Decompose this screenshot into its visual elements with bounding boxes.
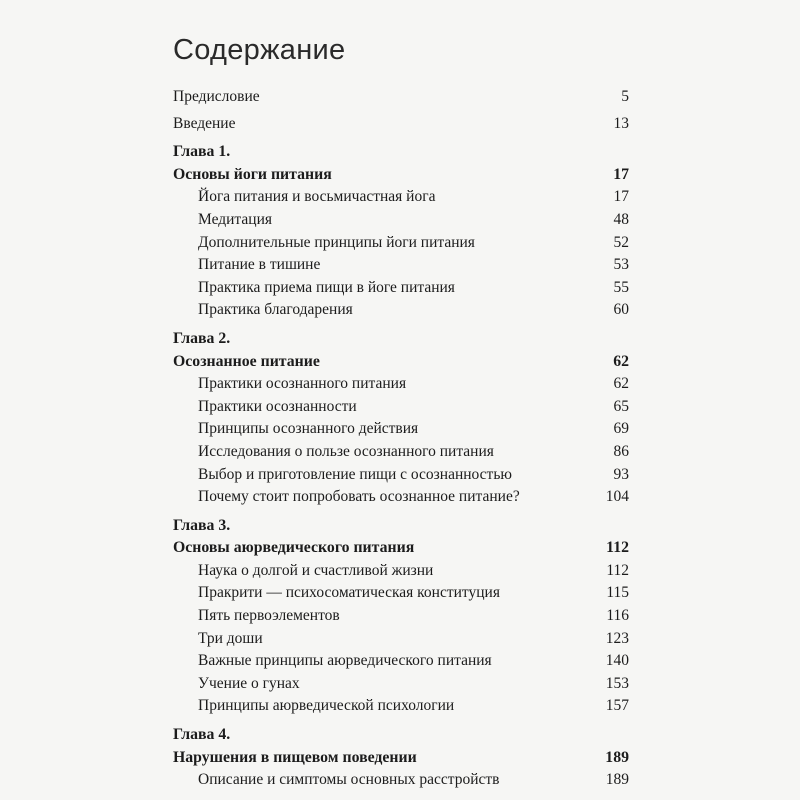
toc-entry-label: Пять первоэлементов: [198, 607, 340, 625]
toc-entry: [173, 605, 629, 628]
toc-entry-label: Практика благодарения: [198, 301, 353, 319]
chapter-title-row: [173, 351, 629, 374]
toc-entry-introduction: [173, 113, 629, 136]
chapter-title: Основы йоги питания: [173, 165, 332, 183]
toc-page-number: 17: [613, 165, 629, 183]
toc-page-number: 153: [605, 674, 629, 692]
toc-page-number: 5: [621, 88, 629, 105]
toc-entry-label: Пракрити — психосоматическая конституция: [198, 584, 500, 602]
toc-entry-label: Описание и симптомы основных расстройств: [198, 771, 500, 789]
toc-entry: [173, 560, 629, 583]
toc-entry-label: Три доши: [198, 629, 263, 647]
toc-page-number: 116: [606, 607, 629, 625]
chapter-label: Глава 2.: [173, 329, 231, 347]
toc-page-number: 115: [606, 584, 629, 602]
toc-entry: [173, 277, 629, 300]
toc-page-number: 69: [613, 420, 629, 438]
toc-page-number: 60: [613, 301, 629, 319]
toc-entry: [173, 209, 629, 232]
toc-entry-label: Почему стоит попробовать осознанное питание?: [198, 488, 520, 506]
toc-entry: [173, 254, 629, 277]
chapter-2: [173, 328, 629, 509]
toc-entry-label: Введение: [173, 114, 236, 132]
toc-page-number: 55: [613, 278, 629, 296]
chapter-title-row: [173, 537, 629, 560]
toc-entry-label: Учение о гунах: [198, 674, 300, 692]
toc-page-number: 17: [613, 188, 629, 206]
toc-page-number: 189: [605, 771, 629, 789]
toc-page-number: 53: [613, 256, 629, 274]
toc-entry-label: Принципы аюрведической психологии: [198, 697, 455, 715]
toc-page-number: 157: [605, 697, 629, 715]
toc-entry-label: Медитация: [198, 210, 272, 228]
page-title: Содержание: [173, 34, 346, 66]
chapter-label: Глава 1.: [173, 143, 231, 161]
toc-entry-label: Наука о долгой и счастливой жизни: [198, 561, 434, 579]
chapter-label: Глава 3.: [173, 516, 231, 534]
toc-entry: [173, 186, 629, 209]
toc-page-number: 112: [606, 539, 629, 557]
toc-entry: [173, 299, 629, 322]
chapter-3: [173, 515, 629, 718]
toc-entry: [173, 650, 629, 673]
toc-page-number: 48: [613, 210, 629, 228]
toc-page-number: 52: [613, 233, 629, 251]
toc-entry: [173, 418, 629, 441]
toc-entry-label: Практики осознанности: [198, 397, 357, 415]
toc-page-number: 104: [605, 488, 629, 506]
chapter-title: Основы аюрведического питания: [173, 539, 415, 557]
toc-page-number: 93: [613, 465, 629, 483]
chapter-4: [173, 724, 629, 792]
toc-entry-label: Практика приема пищи в йоге питания: [198, 278, 455, 296]
toc-entry-label: Предисловие: [173, 88, 260, 105]
toc-entry: [173, 673, 629, 696]
toc-entry: [173, 396, 629, 419]
toc-entry-label: Выбор и приготовление пищи с осознанностью: [198, 465, 512, 483]
toc-entry: [173, 373, 629, 396]
toc-page-number: 62: [613, 375, 629, 393]
toc-page-number: 13: [613, 114, 629, 132]
toc-entry: [173, 582, 629, 605]
toc-entry: [173, 441, 629, 464]
chapter-label: Глава 4.: [173, 726, 231, 744]
toc-page-number: 189: [605, 748, 629, 766]
toc-entry: [173, 464, 629, 487]
chapter-title: Нарушения в пищевом поведении: [173, 748, 417, 766]
chapter-title: Осознанное питание: [173, 352, 320, 370]
toc-page-number: 62: [613, 352, 629, 370]
toc-page-number: 65: [613, 397, 629, 415]
toc-entry-label: Практики осознанного питания: [198, 375, 407, 393]
toc-entry: [173, 628, 629, 651]
toc-entry-label: Исследования о пользе осознанного питания: [198, 442, 494, 460]
toc-entry-label: Йога питания и восьмичастная йога: [198, 188, 436, 206]
toc-entry: [173, 232, 629, 255]
table-of-contents: [173, 32, 629, 792]
toc-entry-label: Принципы осознанного действия: [198, 420, 419, 438]
toc-entry-label: Дополнительные принципы йоги питания: [198, 233, 475, 251]
toc-entry-label: Важные принципы аюрведического питания: [198, 652, 492, 670]
toc-page-number: 123: [605, 629, 629, 647]
toc-page-number: 112: [606, 561, 629, 579]
toc-entry: [173, 769, 629, 792]
chapter-title-row: [173, 164, 629, 187]
toc-entry: [173, 486, 629, 509]
toc-entry-label: Питание в тишине: [198, 256, 321, 274]
chapter-title-row: [173, 747, 629, 770]
toc-entry: [173, 695, 629, 718]
toc-entry-preface: [173, 86, 629, 109]
toc-page-number: 86: [613, 442, 629, 460]
chapter-1: [173, 141, 629, 322]
toc-page-number: 140: [605, 652, 629, 670]
